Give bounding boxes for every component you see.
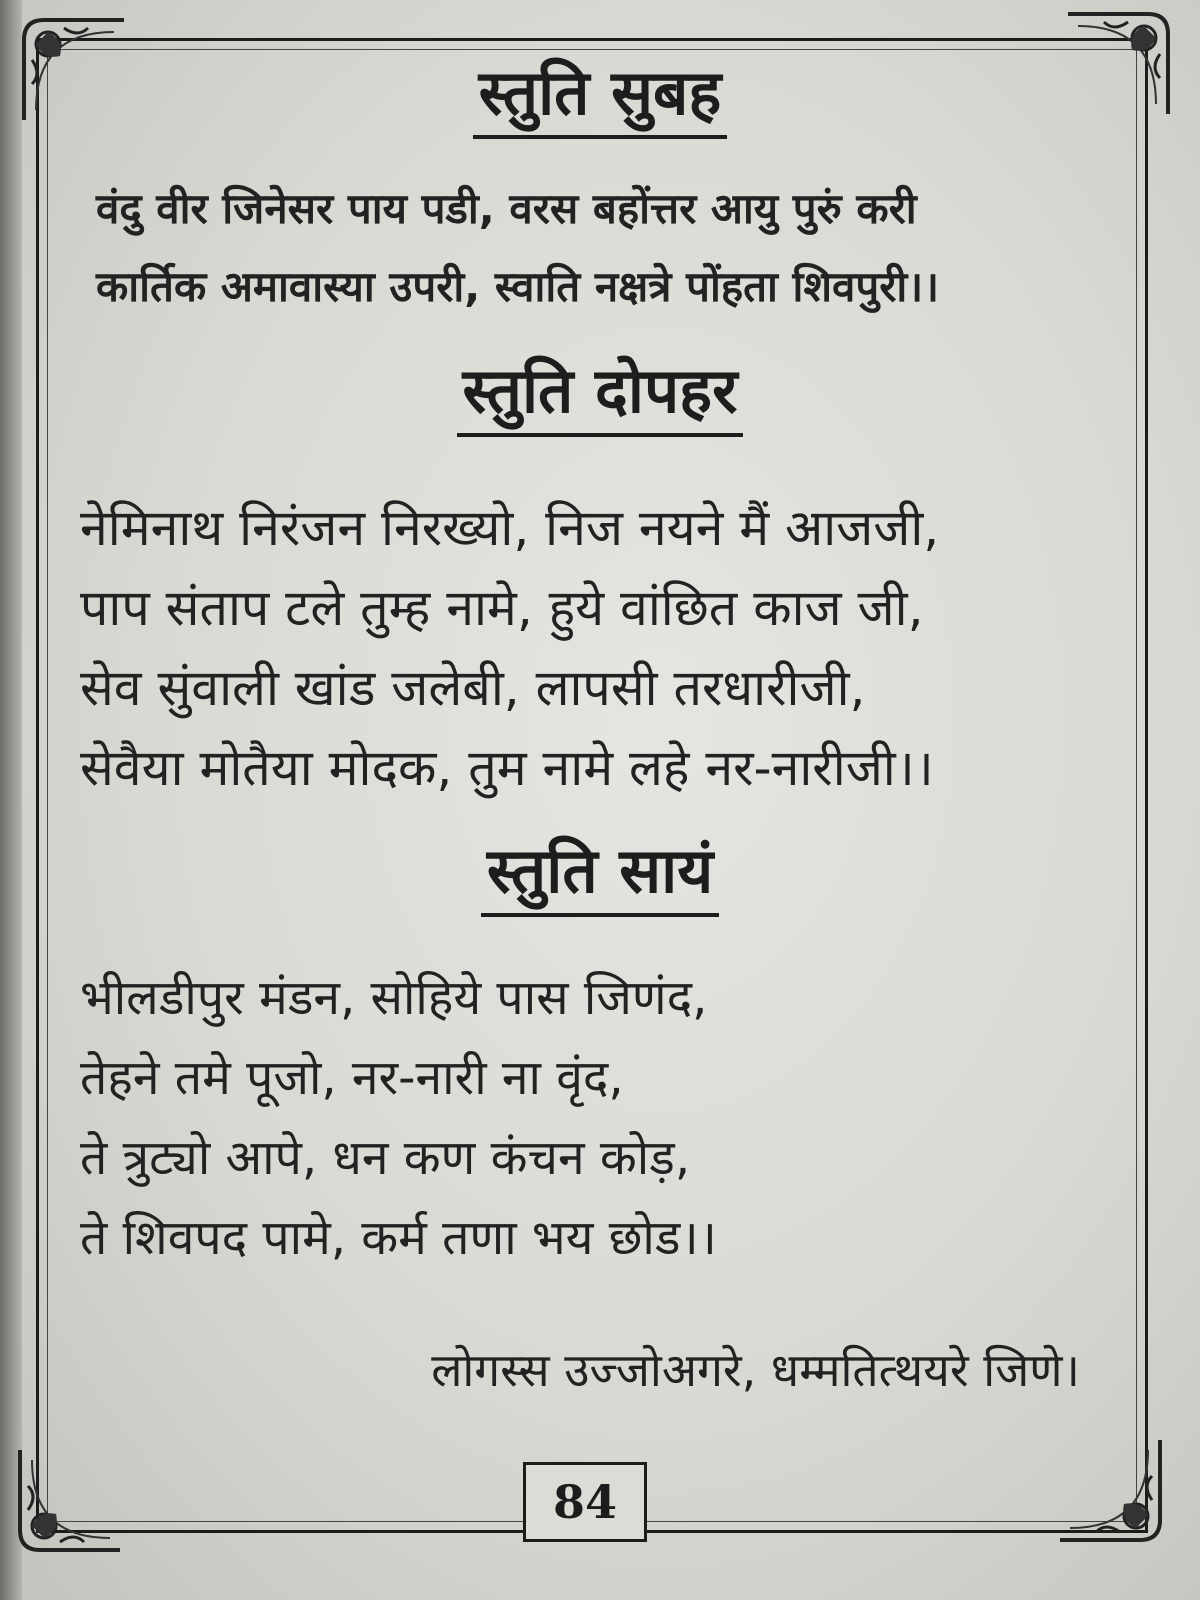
corner-ornament-bottom-right-icon xyxy=(1050,1430,1170,1550)
verse-line: पाप संताप टले तुम्ह नामे, हुये वांछित काज जी, xyxy=(80,579,924,637)
heading-evening-hymn xyxy=(0,834,1200,907)
verse-line: वंदु वीर जिनेसर पाय पडी, वरस बहोंत्तर आयु पुरुं करी xyxy=(96,184,917,233)
verse-line: ते त्रुट्यो आपे, धन कण कंचन कोड़, xyxy=(80,1130,691,1186)
heading-noon-hymn xyxy=(0,354,1200,427)
stanza-noon xyxy=(80,488,1130,808)
heading-morning-text: स्तुति सुबह xyxy=(473,56,728,139)
verse-line: सेव सुंवाली खांड जलेबी, लापसी तरधारीजी, xyxy=(80,659,866,717)
verse-line: ते शिवपद पामे, कर्म तणा भय छोड।। xyxy=(80,1210,717,1266)
verse-line: कार्तिक अमावास्या उपरी, स्वाति नक्षत्रे पोंहता शिवपुरी।। xyxy=(96,262,940,311)
closing-line: लोगस्स उज्जोअगरे, धम्मतित्थयरे जिणे। xyxy=(431,1343,1080,1397)
heading-evening-text: स्तुति सायं xyxy=(481,834,719,917)
verse-line: तेहने तमे पूजो, नर-नारी ना वृंद, xyxy=(80,1050,624,1106)
heading-noon-text: स्तुति दोपहर xyxy=(457,354,744,437)
corner-ornament-bottom-left-icon xyxy=(10,1440,130,1560)
binding-shadow xyxy=(0,0,22,1600)
stanza-evening xyxy=(80,958,1130,1278)
verse-line: सेवैया मोतैया मोदक, तुम नामे लहे नर-नारीजी।। xyxy=(80,739,934,797)
verse-line: नेमिनाथ निरंजन निरख्यो, निज नयने मैं आजजी, xyxy=(80,499,940,557)
page-number: 84 xyxy=(523,1462,647,1542)
verse-line: भीलडीपुर मंडन, सोहिये पास जिणंद, xyxy=(80,970,708,1026)
stanza-morning xyxy=(96,170,1146,326)
heading-morning-hymn xyxy=(0,56,1200,129)
